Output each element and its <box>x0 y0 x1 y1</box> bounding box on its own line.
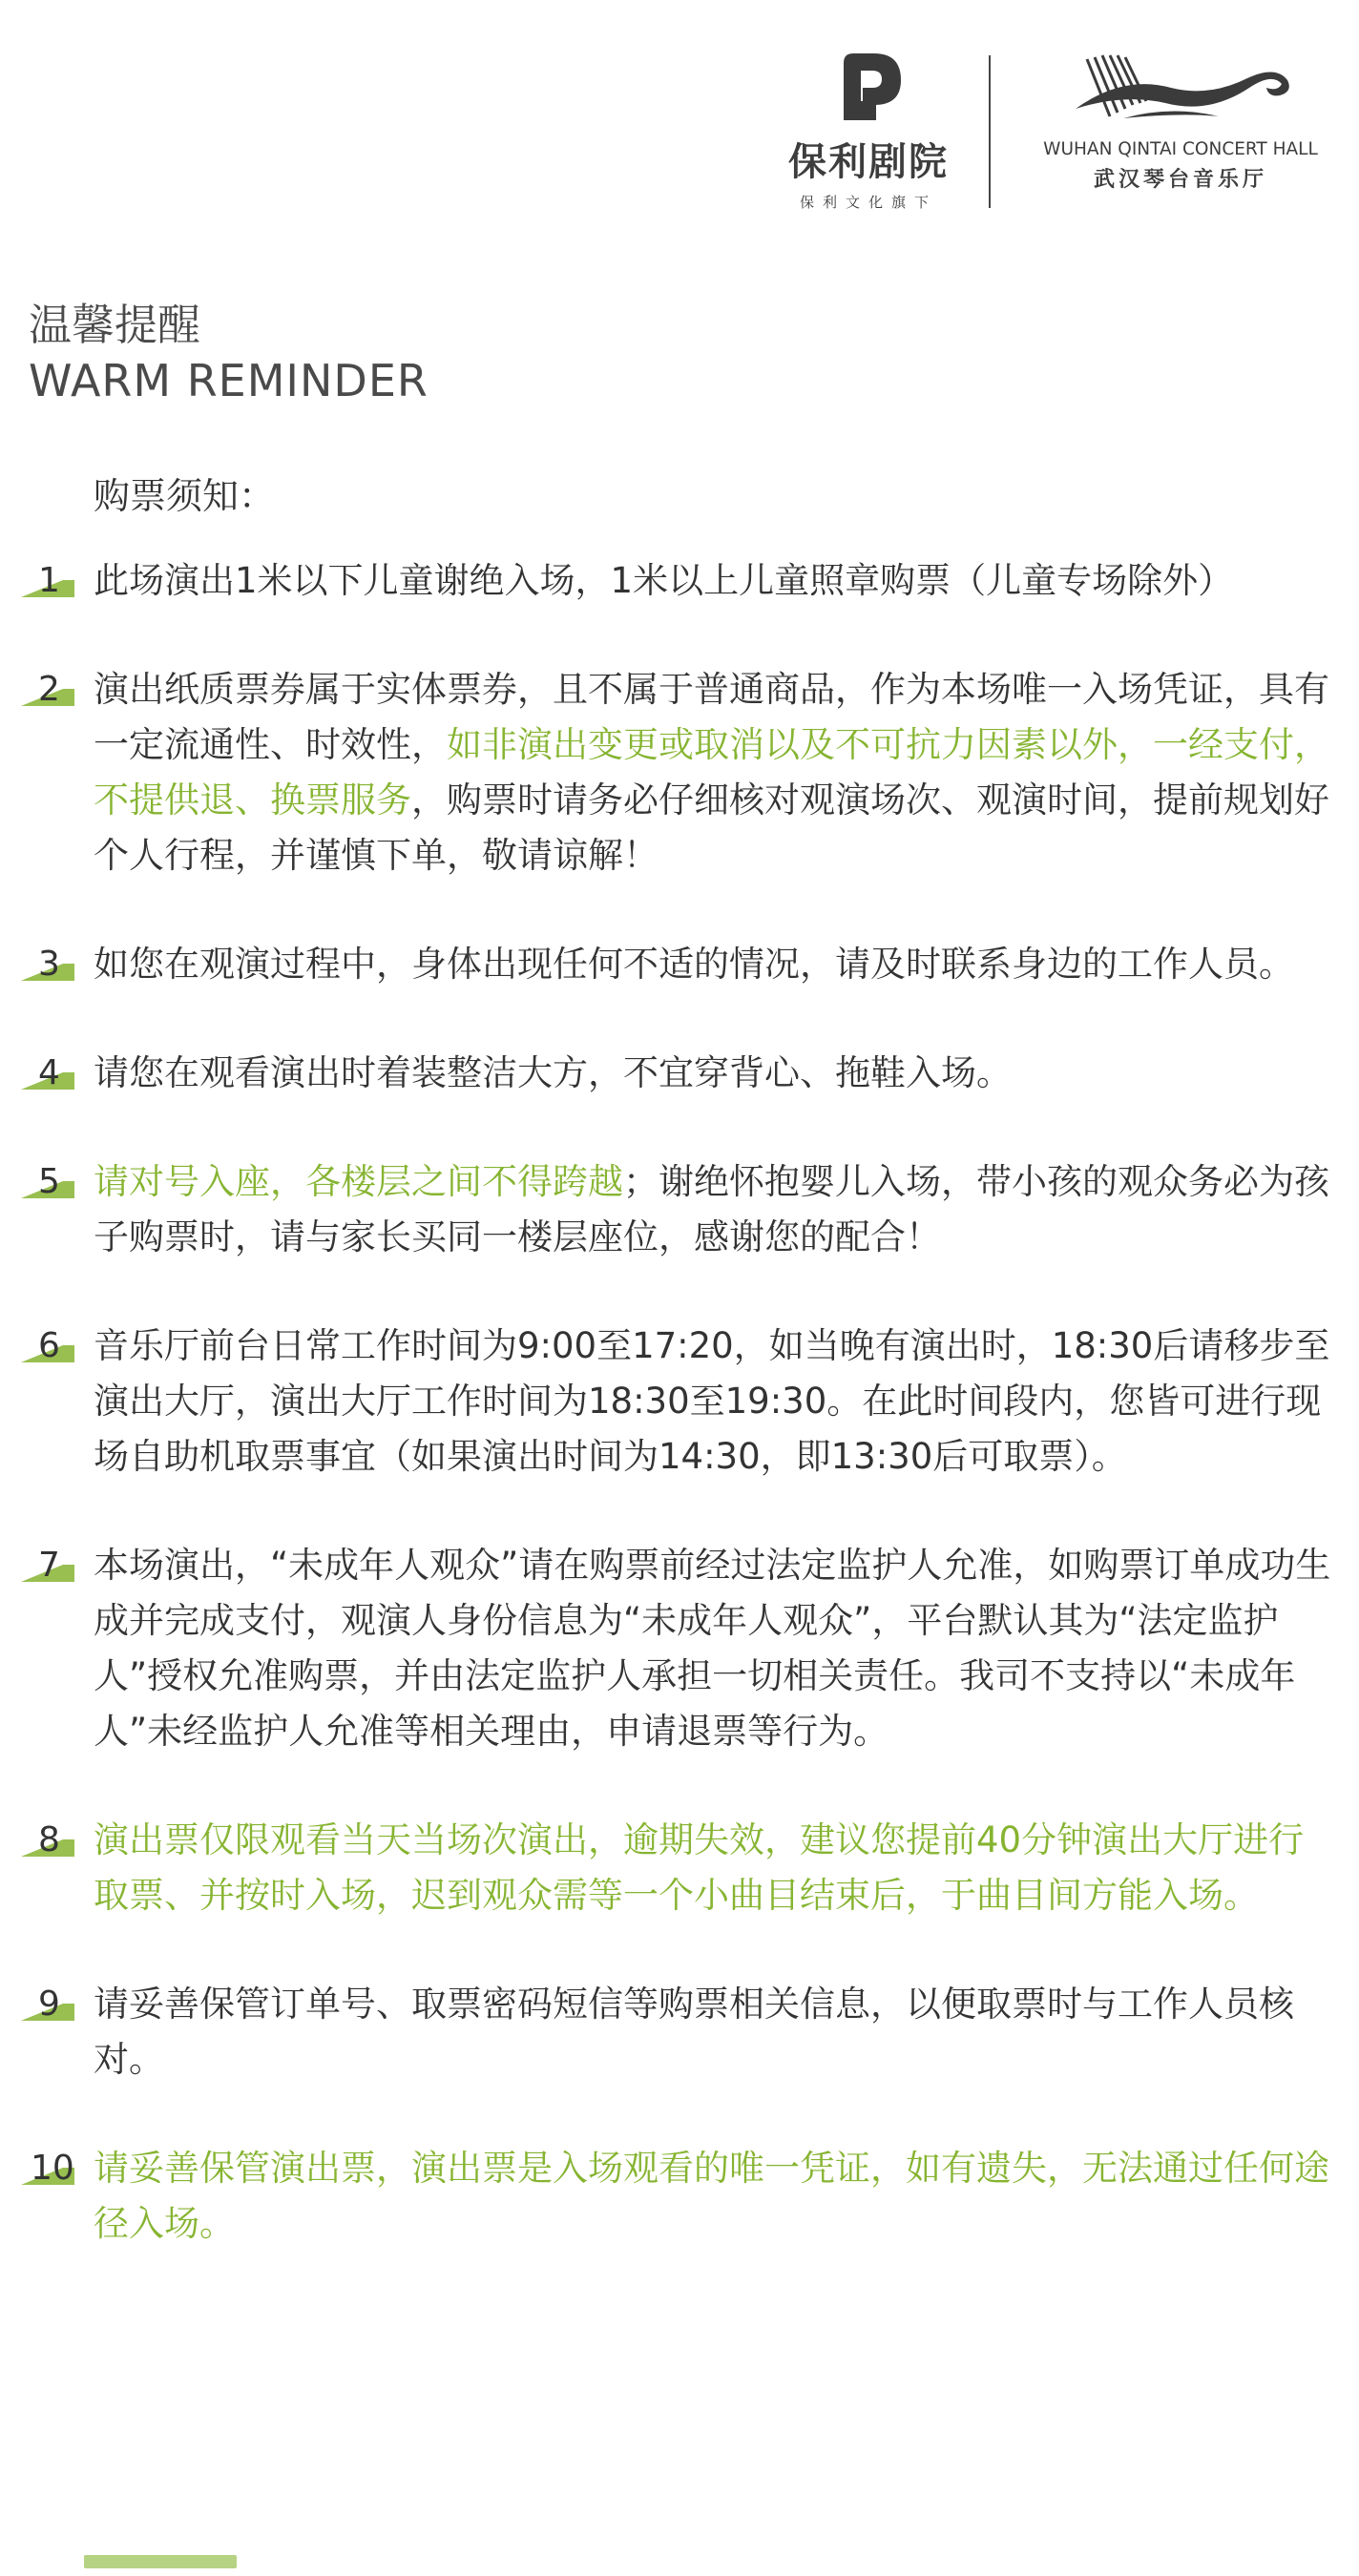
body-text: 本场演出，“未成年人观众”请在购票前经过法定监护人允准，如购票订单成功生成并完成支付，观演人身份信息为“未成年人观众”，平台默认其为“法定监护人”授权允准购票，并由法定监护人承担一切相关责任。我司不支持以“未成年人”未经监护人允准等相关理由，申请退票等行为。 <box>94 1545 1331 1752</box>
item-number: 1 <box>38 561 60 600</box>
item-text <box>94 937 1336 992</box>
highlighted-text: 请妥善保管演出票，演出票是入场观看的唯一凭证，如有遗失，无法通过任何途径入场。 <box>94 2148 1329 2244</box>
notice-list <box>0 553 1359 2305</box>
item-text <box>94 1977 1336 2088</box>
item-text <box>94 2141 1336 2252</box>
cut-off-next-line <box>0 2538 1359 2576</box>
item-number-badge <box>17 553 78 609</box>
body-text: 此场演出1米以下儿童谢绝入场，1米以上儿童照章购票（儿童专场除外） <box>94 560 1234 601</box>
item-number: 3 <box>38 945 60 984</box>
title-english: WARM REMINDER <box>29 355 429 406</box>
item-text <box>94 553 1336 609</box>
qintai-logo-mark-icon <box>1066 50 1295 137</box>
body-text: ；谢绝怀抱婴儿入场，带小孩的观众务必为孩子购票时，请与家长买同一楼层座位，感谢您的配合！ <box>94 1161 1329 1257</box>
body-text: 音乐厅前台日常工作时间为9:00至17:20，如当晚有演出时，18:30后请移步至演出大厅，演出大厅工作时间为18:30至19:30。在此时间段内，您皆可进行现场自助机取票事宜（如果演出时间为14:30，即13:30后可取票）。 <box>94 1325 1330 1477</box>
notice-item <box>0 2141 1359 2252</box>
page-title <box>29 298 429 408</box>
item-number: 8 <box>38 1820 60 1859</box>
item-number: 4 <box>38 1053 60 1092</box>
notice-item <box>0 1538 1359 1759</box>
item-text <box>94 1319 1336 1485</box>
logo-divider <box>989 55 991 208</box>
notice-heading: 购票须知： <box>94 475 276 517</box>
notice-item <box>0 1046 1359 1101</box>
highlighted-text: 演出票仅限观看当天当场次演出，逾期失效，建议您提前40分钟演出大厅进行取票、并按时入场，迟到观众需等一个小曲目结束后，于曲目间方能入场。 <box>94 1819 1305 1916</box>
body-text: 请您在观看演出时着装整洁大方，不宜穿背心、拖鞋入场。 <box>94 1052 1012 1093</box>
poly-logo-mark-icon <box>830 50 907 124</box>
item-number-badge <box>17 937 78 992</box>
notice-item <box>0 1319 1359 1485</box>
item-text <box>94 1154 1336 1265</box>
body-text: 请妥善保管订单号、取票密码短信等购票相关信息，以便取票时与工作人员核对。 <box>94 1984 1294 2080</box>
item-number: 9 <box>38 1984 60 2024</box>
item-number: 6 <box>38 1326 60 1365</box>
item-number-badge <box>17 2141 78 2196</box>
item-number-badge <box>17 1538 78 1593</box>
item-number: 10 <box>31 2149 74 2188</box>
item-text <box>94 1538 1336 1759</box>
body-text: 如您在观演过程中，身体出现任何不适的情况，请及时联系身边的工作人员。 <box>94 944 1294 985</box>
item-number: 2 <box>38 670 60 709</box>
highlighted-text: 如非演出变更或取消以及不可抗力因素以外，一经支付，不提供退、换票服务 <box>94 724 1329 821</box>
item-text <box>94 1046 1336 1101</box>
item-text <box>94 1813 1336 1923</box>
item-number: 7 <box>38 1546 60 1585</box>
notice-item <box>0 1154 1359 1265</box>
item-number-badge <box>17 1977 78 2032</box>
qintai-logo-english: WUHAN QINTAI CONCERT HALL <box>1043 139 1318 159</box>
item-number: 5 <box>38 1162 60 1201</box>
item-number-badge <box>17 1319 78 1374</box>
item-text <box>94 662 1336 883</box>
poly-theatre-logo <box>783 50 954 212</box>
item-number-badge <box>17 1046 78 1101</box>
item-number-badge <box>17 1813 78 1868</box>
poly-logo-name: 保利剧院 <box>788 140 949 184</box>
header-logos <box>783 50 1334 221</box>
item-number-badge <box>17 1154 78 1210</box>
qintai-logo-chinese: 武汉琴台音乐厅 <box>1093 168 1267 192</box>
notice-item <box>0 1813 1359 1923</box>
highlighted-text: 请对号入座，各楼层之间不得跨越 <box>94 1161 623 1202</box>
body-text: ，购票时请务必仔细核对观演场次、观演时间，提前规划好个人行程，并谨慎下单，敬请谅解！ <box>94 779 1329 876</box>
notice-item <box>0 662 1359 883</box>
notice-item <box>0 937 1359 992</box>
poly-logo-subtitle: 保利文化旗下 <box>799 194 937 211</box>
title-chinese: 温馨提醒 <box>29 300 201 350</box>
body-text: 演出纸质票券属于实体票券，且不属于普通商品，作为本场唯一入场凭证，具有一定流通性、时效性， <box>94 669 1329 765</box>
notice-item <box>0 1977 1359 2088</box>
qintai-concert-hall-logo <box>1027 50 1334 193</box>
item-number-badge <box>17 662 78 717</box>
notice-item <box>0 553 1359 609</box>
